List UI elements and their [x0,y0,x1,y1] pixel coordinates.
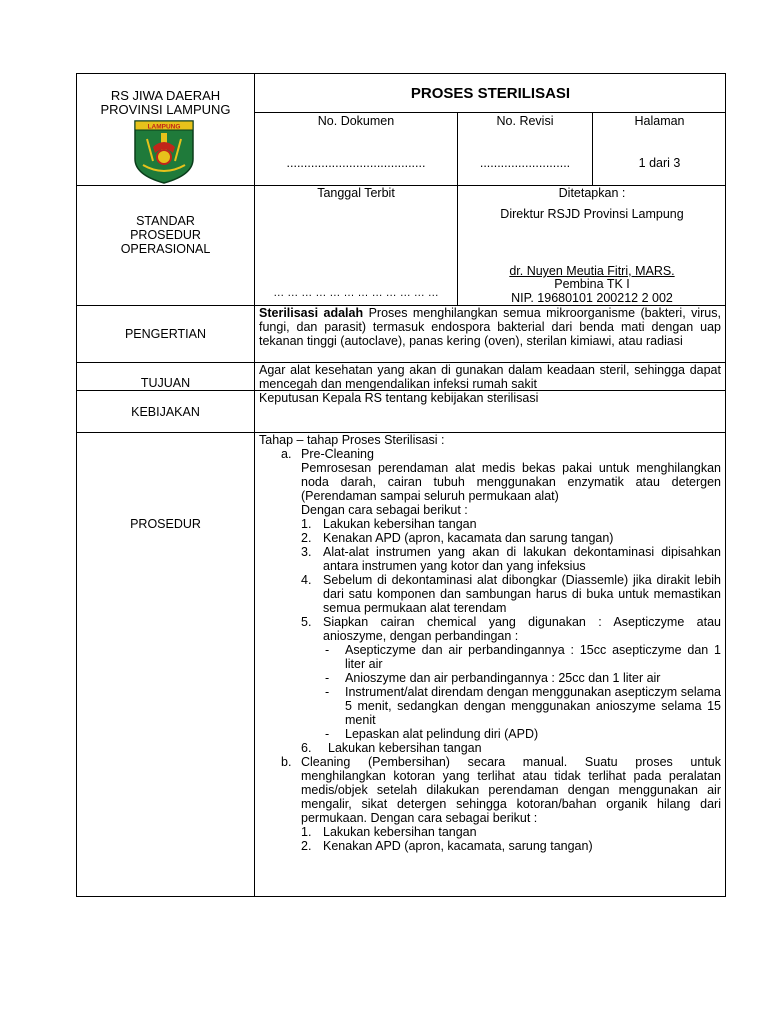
hospital-line-2: PROVINSI LAMPUNG [100,102,231,117]
tanggal-terbit-value: … … … … … … … … … … … … [273,287,439,299]
step-text: Lakukan kebersihan tangan [323,517,477,531]
step-item [301,545,721,573]
section-a-cara: Dengan cara sebagai berikut : [301,503,468,517]
pengertian-body: Proses menghilangkan semua mikroorganisme (bakteri, virus, fungi, dan parasit) termasuk endospora bakterial dari benda mati dengan uap tekanan tinggi (autoclave), panas kering (oven), sterilan kimiawi, atau radiasi [259,306,721,348]
step-number: 6. [301,741,312,755]
sub-dash: - [325,727,330,741]
sub-item [323,727,721,741]
signer-name: dr. Nuyen Meutia Fitri, MARS. [509,264,675,278]
sop-document [76,73,726,897]
hospital-line-1: RS JIWA DAERAH [110,88,221,103]
step-number: 4. [301,573,312,587]
pengertian-label: PENGERTIAN [124,327,207,341]
signer-nip: NIP. 19680101 200212 2 002 [511,291,673,305]
section-a-marker: a. [281,447,292,461]
step-item [301,531,721,545]
step-number: 5. [301,615,312,629]
kebijakan-label: KEBIJAKAN [131,404,200,419]
section-b-text: Cleaning (Pembersihan) secara manual. Suatu proses untuk menghilangkan kotoran yang terlihat atau tidak terlihat pada peralatan medis/objek setelah dilakukan perendaman dengan menggunakan air mengalir, sikat detergen sehingga kotoran/bahan organik hilang dari permukaan. Dengan cara sebagai berikut : [301,755,721,825]
pengertian-term: Sterilisasi adalah [259,306,364,320]
section-b [259,755,721,853]
step-number: 2. [301,531,312,545]
step-number: 1. [301,825,312,839]
step-item [301,839,721,853]
sub-text: Lepaskan alat pelindung diri (APD) [345,727,539,741]
no-dokumen-value: ........................................ [286,156,426,170]
step-text: Lakukan kebersihan tangan [328,741,482,755]
halaman-label: Halaman [634,114,685,128]
halaman-value: 1 dari 3 [638,156,681,170]
step-5-sublist [301,643,721,741]
step-number: 1. [301,517,312,531]
sub-text: Instrument/alat direndam dengan menggunakan asepticzym selama 5 menit, sedangkan dengan menggunakan anioszyme selama 15 menit [345,685,721,727]
step-item [301,517,721,531]
tujuan-label: TUJUAN [140,376,191,390]
ditetapkan-by: Direktur RSJD Provinsi Lampung [500,207,684,221]
no-dokumen-label: No. Dokumen [317,114,395,128]
sop-label-line-3: OPERASIONAL [120,242,211,256]
section-a [259,447,721,755]
ditetapkan-label: Ditetapkan : [558,186,626,200]
step-item [301,573,721,615]
document-title: PROSES STERILISASI [410,84,571,102]
sub-item [323,643,721,671]
sub-text: Asepticzyme dan air perbandingannya : 15cc asepticzyme dan 1 liter air [345,643,721,671]
step-text: Alat-alat instrumen yang akan di lakukan dekontaminasi dipisahkan antara instrumen yang kotor dan yang infeksius [323,545,721,573]
prosedur-label: PROSEDUR [130,517,201,531]
step-text: Kenakan APD (apron, kacamata, sarung tangan) [323,839,593,853]
step-item [301,825,721,839]
section-a-steps [301,517,721,755]
step-text: Lakukan kebersihan tangan [323,825,477,839]
sub-text: Anioszyme dan air perbandingannya : 25cc dan 1 liter air [345,671,661,685]
logo-text: LAMPUNG [147,123,181,131]
sub-dash: - [325,685,330,699]
sub-dash: - [325,643,330,657]
pengertian-text [259,306,721,348]
sop-label-line-2: PROSEDUR [130,228,201,242]
step-text: Sebelum di dekontaminasi alat dibongkar (Diassemle) jika dirakit lebih dari satu komponen dan sambungan harus di buka untuk memastikan semua permukaan alat terendam [323,573,721,615]
no-revisi-label: No. Revisi [496,114,554,128]
sub-item [323,685,721,727]
prosedur-intro: Tahap – tahap Proses Sterilisasi : [259,433,445,447]
sop-label [77,214,254,256]
tujuan-text: Agar alat kesehatan yang akan di gunakan dalam keadaan steril, sehingga dapat mencegah dan mengendalikan infeksi rumah sakit [259,363,721,391]
sop-label-line-1: STANDAR [136,214,195,228]
no-revisi-value: .......................... [479,156,571,170]
tanggal-terbit-label: Tanggal Terbit [317,186,395,200]
sub-item [323,671,721,685]
signer-rank: Pembina TK I [554,277,630,291]
prosedur-content [259,433,721,853]
lampung-logo [133,119,195,185]
kebijakan-text: Keputusan Kepala RS tentang kebijakan sterilisasi [259,391,539,405]
section-b-marker: b. [281,755,292,769]
step-number: 2. [301,839,312,853]
hospital-name [77,89,254,117]
step-item [301,741,721,755]
sub-dash: - [325,671,330,685]
step-number: 3. [301,545,312,559]
step-text: Kenakan APD (apron, kacamata dan sarung tangan) [323,531,614,545]
step-text: Siapkan cairan chemical yang digunakan : Asepticzyme atau anioszyme, dengan perbandingan : [323,615,721,643]
step-item [301,615,721,643]
section-a-desc: Pemrosesan perendaman alat medis bekas pakai untuk menghilangkan noda darah, cairan tubuh menggunakan enzymatik atau detergen (Perendaman sampai seluruh permukaan alat) [301,461,721,503]
rule-title-bottom [254,112,726,113]
section-a-title: Pre-Cleaning [301,447,374,461]
